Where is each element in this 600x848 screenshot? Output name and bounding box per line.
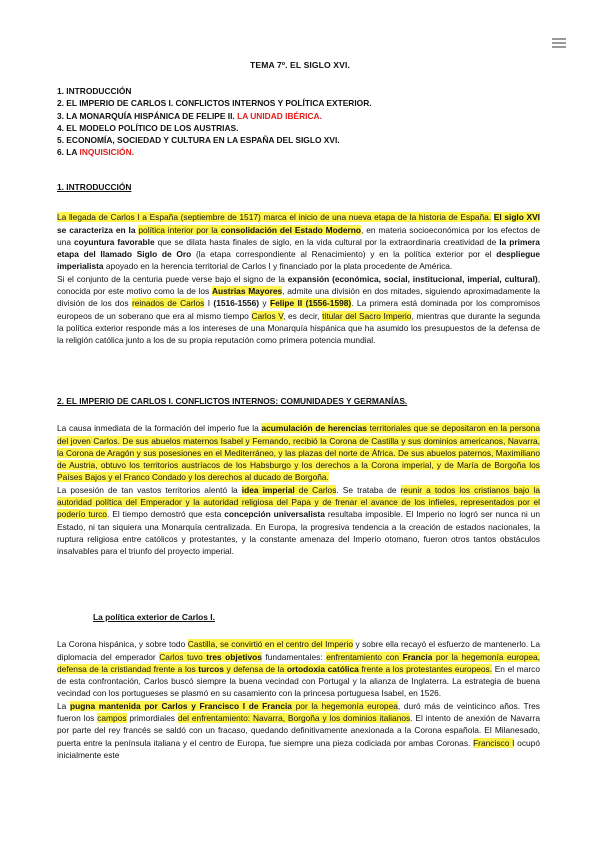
text-run: , en materia socioeconómica por los efectos de una — [57, 224, 540, 247]
text-run: concepción universalista — [224, 509, 325, 520]
toc-item-2: 2. EL IMPERIO DE CARLOS I. CONFLICTOS INTERNOS Y POLÍTICA EXTERIOR. — [57, 98, 372, 109]
text-run: La causa inmediata de la formación del imperio fue la — [57, 423, 262, 434]
section-imperio-carlos — [57, 395, 540, 558]
text-run: . La primera está dominada por los compromisos europeos de un soberano que era al mismo tiempo — [57, 298, 541, 321]
text-run: , mientras que durante la segunda la política exterior responde más a los intereses de una Monarquía hispánica que ha asumido los presupuestos de la defensa de la religión católica junto a los de su propia reputación como primera potencia mundial. — [57, 310, 541, 346]
text-run: fundamentales: — [261, 651, 327, 662]
text-run: acumulación de herencias — [261, 423, 367, 434]
text-run: resultaba imposible. El Imperio no logró ser nunca ni un Estado, ni tan siquiera una Monarquía centralizada. En Europa, la progresiva tendencia a la creación de estados nacionales, la ruptura religiosa entre católicos y protestantes, y la constante amenaza del Imperio otomano, fueron otros tantos obstáculos insalvables para el triunfo del proyecto imperial. — [57, 509, 540, 557]
text-run: reinados de Carlos — [131, 298, 205, 309]
text-run: política interior por la — [138, 224, 221, 235]
text-run: enfrentamiento con — [326, 651, 403, 662]
text-run: consolidación del Estado Moderno — [220, 224, 362, 235]
text-run: Si el conjunto de la centuria puede verse bajo el signo de la — [57, 273, 288, 284]
text-run: de Carlos — [294, 484, 337, 495]
text-run: y sobre ella recayó el esfuerzo de mantenerlo. La diplomacia del emperador — [57, 639, 540, 662]
text-run: La llegada de Carlos I a España (septiembre de 1517) marca el inicio de una nueva etapa de la historia de España. — [57, 212, 492, 223]
paragraph — [57, 700, 540, 761]
text-run: del enfrentamiento: Navarra, Borgoña y los dominios italianos — [177, 713, 411, 724]
text-run: La posesión de tan vastos territorios alentó la — [57, 484, 242, 495]
text-run: ocupó inicialmente este — [57, 737, 540, 760]
paragraph — [57, 638, 540, 699]
text-run: En el marco de esta confrontación, Carlos buscó siempre la buena vecindad con Portugal y la alianza de Inglaterra. La estrategia de buena vecindad con los portugueses se plasmó en su casamiento con la princesa portuguesa Isabel, en 1526. — [57, 663, 540, 699]
text-run: y defensa de la — [223, 663, 287, 674]
text-run: campos — [97, 713, 127, 724]
text-run: y — [259, 298, 270, 309]
text-run: Austrias Mayores — [211, 286, 283, 297]
paragraph — [57, 211, 540, 272]
text-run: . El intento de anexión de Navarra por parte del rey francés se saldó con un fracaso, quedando definitivamente anexionada a la Corona española. El Milanesado, puerta entre la península italiana y el centro de Europa, fue siempre una pieza codiciada por ambas Coronas. — [57, 713, 541, 748]
text-run: El siglo XVI — [493, 212, 541, 223]
text-run: pugna mantenida por Carlos y Francisco I de Francia — [69, 700, 292, 711]
text-run: expansión (económica, social, institucional, imperial, cultural) — [287, 273, 538, 284]
document-title: TEMA 7º. EL SIGLO XVI. — [250, 60, 350, 70]
text-run: , conocida por este motivo como la de los — [57, 273, 541, 297]
text-run: . El tiempo demostró que esta — [106, 509, 225, 520]
table-of-contents — [57, 85, 540, 159]
text-run: frente a los protestantes europeos. — [358, 663, 493, 674]
text-run: , admite una división en dos mitades, siguiendo aproximadamente la división de los dos — [57, 286, 540, 309]
text-run: turcos — [198, 663, 224, 674]
text-run: coyuntura favorable — [73, 236, 155, 247]
toc-item-5: 5. ECONOMÍA, SOCIEDAD Y CULTURA EN LA ESPAÑA DEL SIGLO XVI. — [57, 135, 340, 146]
paragraph — [57, 273, 540, 347]
toc-item-4: 4. EL MODELO POLÍTICO DE LOS AUSTRIAS. — [57, 122, 239, 133]
text-run: ortodoxia católica — [286, 663, 359, 674]
subsection-heading: La política exterior de Carlos I. — [93, 612, 215, 622]
text-run: primordiales — [126, 713, 178, 724]
text-run: Carlos tuvo — [159, 651, 207, 662]
section-introduction — [57, 181, 540, 347]
section-heading: 2. EL IMPERIO DE CARLOS I. CONFLICTOS INTERNOS: COMUNIDADES Y GERMANÍAS. — [57, 396, 408, 406]
text-run: Francisco I — [473, 737, 515, 748]
text-run: territoriales que se depositaron en la persona del joven Carlos. De sus abuelos maternos Isabel y Fernando, recibió la Corona de Castilla y sus dominios americanos, Navarra, la Corona de Aragón y sus posesiones en el Mediterráneo, y las plazas del norte de África. De sus abuelos paternos, Maximiliano de Austria, obtuvo los territorios austríacos de los Habsburgo y los derechos a la Corona imperial, y de María de Borgoña los Países Bajos y el Franco Condado y los derechos al ducado de Borgoña. — [57, 423, 541, 483]
text-run: I — [204, 298, 214, 309]
text-run: por la hegemonía europea — [291, 700, 398, 711]
text-run: Felipe II (1556-1598) — [269, 298, 352, 309]
text-run: (la etapa correspondiente al Renacimiento) y en la política exterior por el — [191, 249, 497, 260]
text-run: Carlos V — [251, 310, 284, 321]
text-run: por la hegemonía europea, defensa de la cristiandad frente a los — [57, 651, 541, 674]
text-run: , es decir, — [283, 310, 323, 321]
text-run: despliegue imperialista — [57, 249, 540, 272]
text-run: , duró más de veinticinco años. Tres fueron los — [57, 700, 540, 724]
text-run: la primera etapa del llamado Siglo de Oro — [57, 236, 540, 260]
toc-item-6: 6. LA INQUISICIÓN. — [57, 147, 134, 158]
toc-item-3: 3. LA MONARQUÍA HISPÁNICA DE FELIPE II. LA UNIDAD IBÉRICA. — [57, 110, 322, 121]
text-run: reunir a todos los cristianos bajo la autoridad política del Emperador y la autoridad religiosa del Papa y de frenar el avance de los infieles, representados por el poderío turco — [57, 484, 541, 520]
text-run: idea imperial — [241, 484, 295, 495]
text-run: titular del Sacro Imperio — [322, 310, 412, 321]
text-run: se caracteriza en la — [57, 224, 139, 235]
paragraph — [57, 484, 540, 558]
text-run: Francia — [402, 651, 433, 662]
text-run: . Se trataba de — [336, 484, 401, 495]
text-run: La Corona hispánica, y sobre todo — [57, 639, 188, 650]
text-run: que se dilata hasta finales de siglo, en la vida cultural por la extraordinaria creatividad de — [154, 236, 500, 247]
text-run: La — [57, 700, 70, 711]
text-run: (1516-1556) — [213, 298, 260, 309]
section-heading: 1. INTRODUCCIÓN — [57, 182, 132, 192]
subsection-politica-exterior — [57, 611, 540, 761]
text-run: apoyado en la herencia territorial de Carlos I y financiado por la plata procedente de América. — [103, 261, 453, 272]
paragraph — [57, 422, 540, 483]
text-run: tres objetivos — [206, 651, 262, 662]
menu-icon[interactable] — [552, 38, 566, 50]
text-run: Castilla, se convirtió en el centro del Imperio — [187, 639, 353, 650]
toc-item-1: 1. INTRODUCCIÓN — [57, 86, 132, 96]
